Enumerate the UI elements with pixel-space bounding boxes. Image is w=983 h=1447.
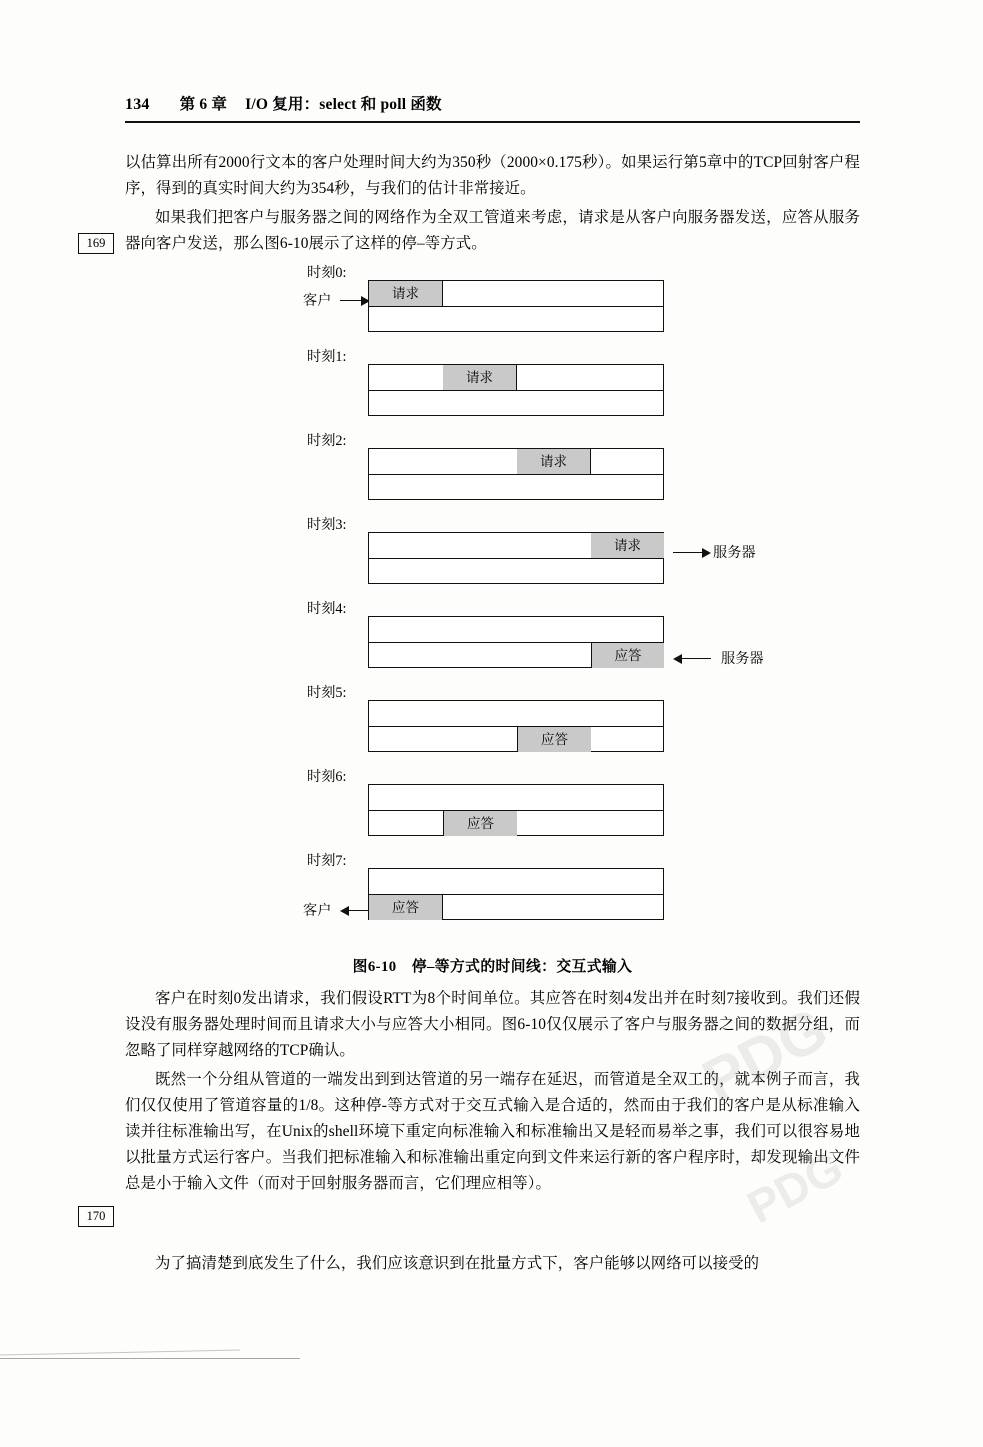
packet-block: 应答 [517,727,591,752]
figure-step-3 [125,514,860,588]
figure-step-7 [125,850,860,924]
pipe-divider [369,390,663,391]
watermark: PDG [691,994,839,1115]
arrow-left-icon [348,910,370,911]
pipe-duplex [368,532,664,584]
page-header [125,92,865,114]
margin-page-number-169: 169 [78,233,114,254]
pipe-duplex [368,616,664,668]
pipe-duplex [368,784,664,836]
figure-step-6 [125,766,860,840]
figure-6-10 [125,262,860,942]
pipe-duplex [368,448,664,500]
chapter-title: I/O 复用：select 和 poll 函数 [245,96,442,113]
scan-edge-artifact [0,1358,300,1359]
packet-block: 应答 [591,643,664,668]
packet-block: 请求 [369,281,443,306]
figure-step-1 [125,346,860,420]
figure-step-0 [125,262,860,336]
step-left-label: 客户 [303,903,332,919]
scan-edge-artifact [0,1349,240,1355]
paragraph-1: 以估算出所有2000行文本的客户处理时间大约为350秒（2000×0.175秒）。如果运行第5章中的TCP回射客户程序，得到的真实时间大约为354秒，与我们的估计非常接近。 [125,154,860,197]
arrow-right-icon [673,552,703,553]
pipe-duplex [368,868,664,920]
paragraph-2: 如果我们把客户与服务器之间的网络作为全双工管道来考虑，请求是从客户向服务器发送，应答从服务器向客户发送，那么图6-10展示了这样的停–等方式。 [125,209,860,252]
pipe-duplex [368,280,664,332]
paragraph-5: 为了搞清楚到底发生了什么，我们应该意识到在批量方式下，客户能够以网络可以接受的 [155,1255,760,1272]
step-time-label: 时刻3: [307,517,347,533]
packet-block: 请求 [517,449,591,474]
step-right-label: 服务器 [713,545,756,561]
packet-block: 请求 [591,533,664,558]
step-time-label: 时刻6: [307,769,347,785]
figure-step-4 [125,598,860,672]
step-time-label: 时刻1: [307,349,347,365]
figure-step-5 [125,682,860,756]
page-number: 134 [125,96,150,113]
margin-page-number-170: 170 [78,1206,114,1227]
pipe-duplex [368,700,664,752]
pipe-divider [369,306,663,307]
arrow-right-icon [340,300,362,301]
packet-block: 应答 [443,811,517,836]
step-time-label: 时刻4: [307,601,347,617]
step-time-label: 时刻5: [307,685,347,701]
paragraph-3: 客户在时刻0发出请求，我们假设RTT为8个时间单位。其应答在时刻4发出并在时刻7接收到。我们还假设没有服务器处理时间而且请求大小与应答大小相同。图6-10仅仅展示了客户与服务器之间的数据分组，而忽略了同样穿越网络的TCP确认。 [125,990,860,1059]
figure-step-2 [125,430,860,504]
step-time-label: 时刻7: [307,853,347,869]
header-rule [125,121,860,123]
arrow-left-icon [681,658,711,659]
watermark: PDG [738,1140,852,1234]
chapter-label: 第 6 章 [179,96,228,113]
step-time-label: 时刻2: [307,433,347,449]
packet-block: 请求 [443,365,517,390]
paragraph-4: 既然一个分组从管道的一端发出到到达管道的另一端存在延迟，而管道是全双工的，就本例子而言，我们仅仅使用了管道容量的1/8。这种停-等方式对于交互式输入是合适的，然而由于我们的客户是从标准输入读并往标准输出写，在Unix的shell环境下重定向标准输入和标准输出又是轻而易举之事，我们可以很容易地以批量方式运行客户。当我们把标准输入和标准输出重定向到文件来运行新的客户程序时，却发现输出文件总是小于输入文件（而对于回射服务器而言，它们理应相等）。 [125,1071,860,1192]
pipe-divider [369,726,663,727]
step-left-label: 客户 [303,293,332,309]
step-time-label: 时刻0: [307,265,347,281]
pipe-divider [369,558,663,559]
pipe-divider [369,474,663,475]
figure-caption: 图6-10 停–等方式的时间线：交互式输入 [352,959,633,975]
pipe-duplex [368,364,664,416]
step-right-label: 服务器 [721,651,764,667]
packet-block: 应答 [369,895,443,920]
